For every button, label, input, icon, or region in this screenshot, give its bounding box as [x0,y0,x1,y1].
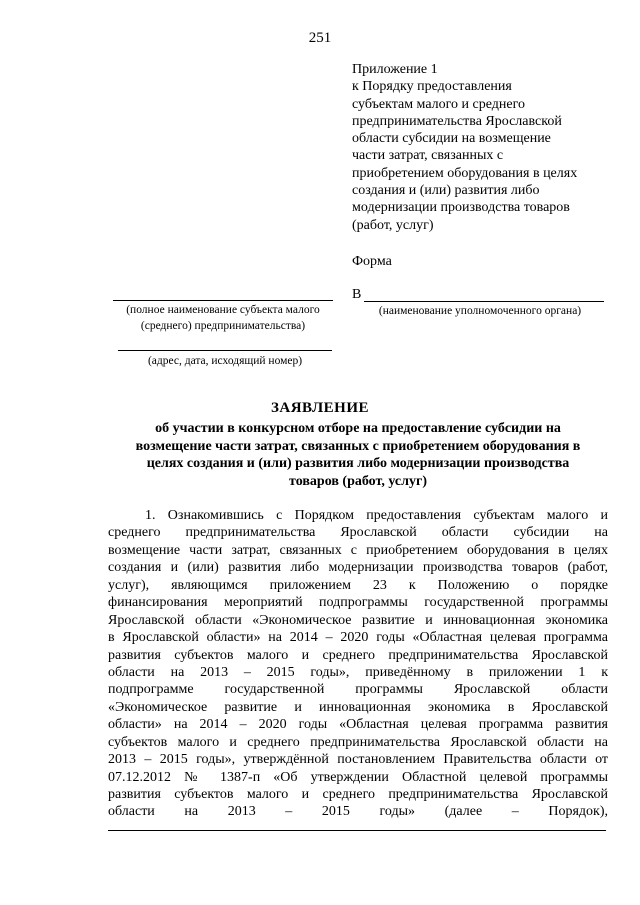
appendix-line: приобретением оборудования в целях [352,165,578,181]
appendix-line: области субсидии на возмещение [352,131,551,147]
subject-name-caption [108,302,338,334]
authority-line [364,301,604,302]
appendix-line: части затрат, связанных с [352,148,504,164]
appendix-line: Приложение 1 [352,62,438,77]
subject-caption-line-1: (полное наименование субъекта малого [126,304,320,316]
appendix-line: создания и (или) развития либо [352,183,540,199]
authority-caption: (наименование уполномоченного органа) [378,305,582,317]
document-title: ЗАЯВЛЕНИЕ [270,400,370,416]
body-line: услуг), являющимся приложением 23 к Положению о порядке [108,577,608,593]
body-line: 07.12.2012 № 1387-п «Об утверждении Областной целевой программы [108,769,608,785]
body-line: 1. Ознакомившись с Порядком предоставления субъектам малого и [145,508,608,523]
subject-caption-line-2: (среднего) предпринимательства) [140,320,306,332]
address-line [118,350,332,351]
body-line: области» на 2014 – 2020 годы «Областная целевая программа развития [108,717,608,733]
body-line: 2013 – 2015 годы», утверждённой постановлением Правительства области от [108,752,608,768]
body-line: возмещение части затрат, связанных с приобретением оборудования в целях [108,542,608,558]
subtitle-line: товаров (работ, услуг) [289,473,427,489]
body-line: области на 2013 – 2015 годы» (далее – Порядок), [108,804,608,820]
body-line: области на 2013 – 2015 годы», приведённому в приложении 1 к [108,664,608,680]
form-label: Форма [352,254,392,269]
appendix-line: к Порядку предоставления [352,79,512,95]
body-line: «Экономическое развитие и инновационная экономика в Ярославской [108,699,608,715]
appendix-line: предпринимательства Ярославской [352,113,562,129]
document-subtitle [108,420,608,490]
body-line: финансирования мероприятий подпрограммы государственной программы [108,595,608,611]
subject-name-line [113,300,333,301]
address-caption: (адрес, дата, исходящий номер) [147,355,303,367]
fill-in-line [108,830,606,831]
appendix-line: модернизации производства товаров [352,200,570,216]
appendix-block [352,61,622,234]
body-line: Ярославской области «Экономическое развитие и инновационная экономика [108,612,608,628]
body-line: среднего предпринимательства Ярославской области субсидии на [108,525,608,541]
to-letter: В [352,287,362,302]
subtitle-line: об участии в конкурсном отборе на предоставление субсидии на [155,421,561,436]
body-paragraph [108,507,608,821]
body-line: создания и (или) развития либо модернизации производства товаров (работ, [108,560,608,576]
page-number: 251 [308,30,332,46]
appendix-line: (работ, услуг) [352,217,434,233]
body-line: развития субъектов малого и среднего предпринимательства Ярославской [108,647,608,663]
subtitle-line: целях создания и (или) развития либо модернизации производства [146,456,570,471]
body-line: субъектов малого и среднего предпринимательства Ярославской области на [108,734,608,750]
body-line: в Ярославской области» на 2014 – 2020 годы «Областная целевая программа [108,630,608,646]
subtitle-line: возмещение части затрат, связанных с приобретением оборудования в [135,438,581,454]
appendix-line: субъектам малого и среднего [352,96,525,112]
body-line: развития субъектов малого и среднего предпринимательства Ярославской [108,787,608,802]
body-line: подпрограмме государственной программы Ярославской области [108,682,608,698]
